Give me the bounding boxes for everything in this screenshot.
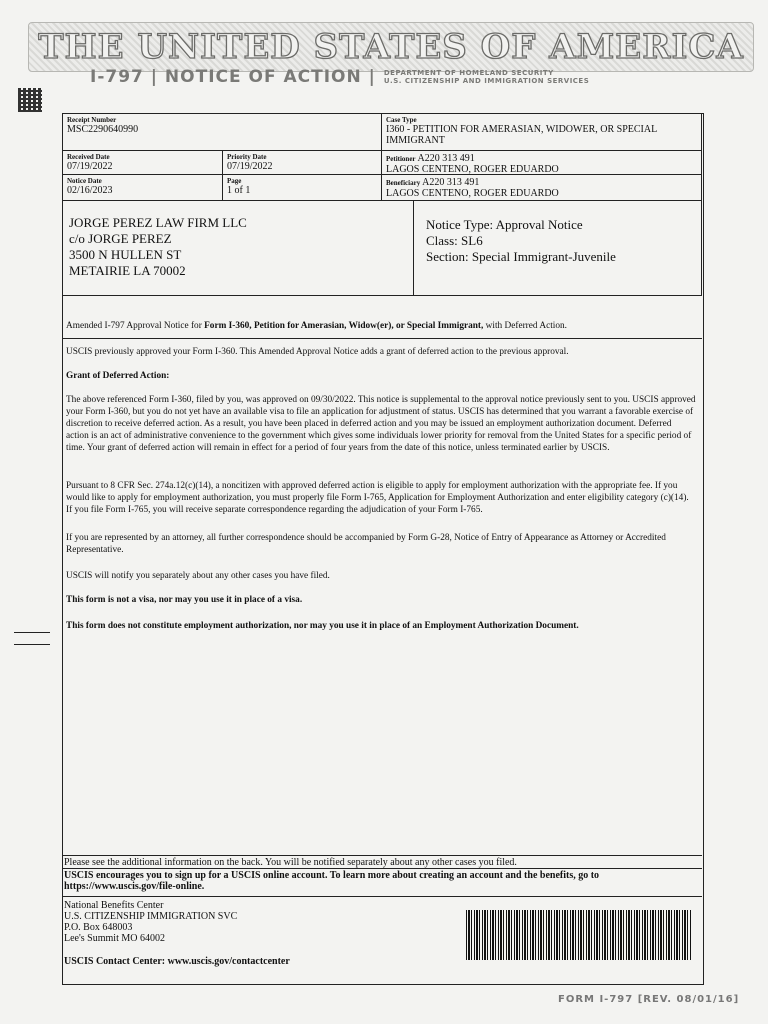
department-name [384, 69, 589, 85]
divider [62, 338, 702, 339]
mailing-address [62, 200, 414, 296]
paragraph-4: If you are represented by an attorney, all further correspondence should be accompanied by Form G-28, Notice of Entry of Appearance as Attorney or Accredited Representative. [66, 533, 666, 555]
section-heading: Grant of Deferred Action: [66, 371, 170, 381]
paragraph-1: USCIS previously approved your Form I-360. This Amended Approval Notice adds a grant of deferred action to the previous approval. [66, 347, 569, 357]
office-line-2: U.S. CITIZENSHIP IMMIGRATION SVC [64, 911, 238, 922]
barcode-icon [466, 910, 692, 960]
office-line-3: P.O. Box 648003 [64, 922, 133, 933]
office-line-1: National Benefits Center [64, 900, 164, 911]
address-line-2: c/o JORGE PEREZ [69, 231, 172, 246]
paragraph-5: USCIS will notify you separately about any other cases you have filed. [66, 571, 330, 581]
department-line-2: U.S. CITIZENSHIP AND IMMIGRATION SERVICES [383, 77, 590, 85]
notice-class: Class: SL6 [426, 233, 483, 248]
department-line-1: DEPARTMENT OF HOMELAND SECURITY [383, 69, 554, 77]
fold-mark-1 [14, 632, 50, 633]
additional-info-text: Please see the additional information on the back. You will be notified separately about any other cases you filed. [64, 857, 517, 868]
priority-date: 07/19/2022 [227, 161, 273, 172]
address-line-4: METAIRIE LA 70002 [69, 263, 186, 278]
online-account-text: USCIS encourages you to sign up for a USCIS online account. To learn more about creating an account and the benefits, go to https://www.uscis.gov/file-online. [64, 870, 600, 892]
receipt-number-cell [62, 113, 382, 151]
paragraph-7: This form does not constitute employment authorization, nor may you use it in place of an Employment Authorization Document. [66, 621, 579, 631]
received-date: 07/19/2022 [67, 161, 113, 172]
beneficiary-label: Beneficiary [386, 179, 421, 187]
received-date-cell [62, 150, 223, 175]
paragraph-3: Pursuant to 8 CFR Sec. 274a.12(c)(14), a noncitizen with approved deferred action is eligible to apply for employment authorization with the appropriate fee. If you would like to apply for employment authorization, you must properly file Form I-765, Application for Employment Authorization and enter eligibility category (c)(14). If you file Form I-765, you will receive separate correspondence regarding the adjudication of your Form I-765. [66, 481, 689, 515]
intro-suffix: with Deferred Action. [483, 321, 567, 331]
case-type-cell [381, 113, 702, 151]
address-line-3: 3500 N HULLEN ST [69, 247, 182, 262]
page-cell [222, 174, 382, 201]
intro-line [66, 320, 696, 332]
received-date-label: Received Date [67, 153, 110, 161]
receipt-number: MSC2290640990 [67, 124, 139, 135]
additional-info [62, 855, 702, 869]
contact-center-text: USCIS Contact Center: www.uscis.gov/contactcenter [64, 956, 290, 967]
beneficiary-name: LAGOS CENTENO, ROGER EDUARDO [386, 188, 559, 199]
banner-title: THE UNITED STATES OF AMERICA [38, 27, 744, 67]
qr-code-icon [18, 88, 42, 112]
notice-details [413, 200, 702, 296]
office-line-4: Lee's Summit MO 64002 [64, 933, 165, 944]
intro-text: Amended I-797 Approval Notice for [66, 321, 205, 331]
priority-date-label: Priority Date [227, 153, 267, 161]
form-revision: FORM I-797 [REV. 08/01/16] [558, 994, 740, 1005]
notice-type: Notice Type: Approval Notice [426, 217, 583, 232]
notice-section: Section: Special Immigrant-Juvenile [426, 249, 616, 264]
notice-date-cell [62, 174, 223, 201]
petitioner-number: A220 313 491 [417, 153, 475, 164]
fold-mark-2 [14, 644, 50, 645]
notice-date-label: Notice Date [67, 177, 102, 185]
petitioner-name: LAGOS CENTENO, ROGER EDUARDO [386, 164, 559, 175]
notice-date: 02/16/2023 [67, 185, 113, 196]
address-line-1: JORGE PEREZ LAW FIRM LLC [69, 215, 247, 230]
case-type-label: Case Type [386, 116, 417, 124]
beneficiary-number: A220 313 491 [422, 177, 480, 188]
case-type: I360 - PETITION FOR AMERASIAN, WIDOWER, OR SPECIAL IMMIGRANT [386, 124, 657, 146]
form-title: I-797 | NOTICE OF ACTION | [90, 67, 376, 87]
page-label: Page [227, 177, 242, 185]
beneficiary-cell [381, 174, 702, 201]
intro-form-name: Form I-360, Petition for Amerasian, Widow(er), or Special Immigrant, [204, 321, 484, 331]
paragraph-6: This form is not a visa, nor may you use it in place of a visa. [66, 595, 303, 605]
receipt-number-label: Receipt Number [67, 116, 117, 124]
paragraph-2: The above referenced Form I-360, filed by you, was approved on 09/30/2022. This notice is supplemental to the approval notice previously sent to you. USCIS approved your Form I-360, but you do not yet have an available visa to file an application for adjustment of status. USCIS has determined that you warrant a favorable exercise of discretion to receive deferred action. As a result, you have been placed in deferred action and you may be issued an employment authorization document. Deferred action is an act of administrative convenience to the government which gives some individuals lower priority for removal from the United States for a specific period of time. Your grant of deferred action will remain in effect for a period of four years from the date of this notice, unless terminated earlier by USCIS. [66, 395, 696, 453]
page-number: 1 of 1 [227, 185, 251, 196]
priority-date-cell [222, 150, 382, 175]
online-account-info [62, 868, 702, 893]
banner [28, 22, 754, 72]
petitioner-label: Petitioner [386, 155, 416, 163]
notice-header [90, 66, 589, 88]
petitioner-cell [381, 150, 702, 175]
